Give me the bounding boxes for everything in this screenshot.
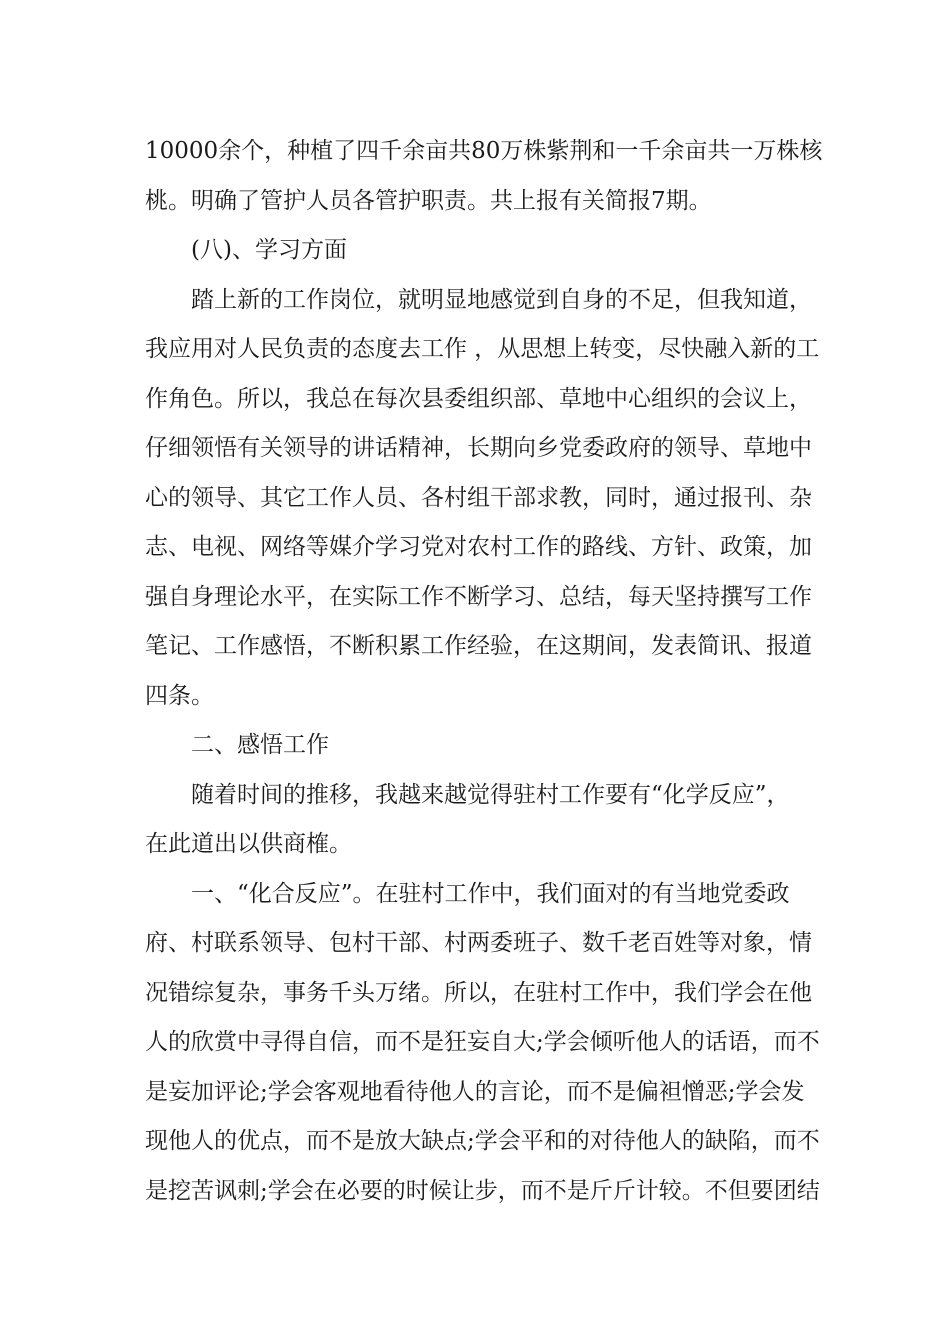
text-line: 人的欣赏中寻得自信，而不是狂妄自大;学会倾听他人的话语，而不 <box>145 1029 820 1055</box>
text-line: 我应用对人民负责的态度去工作 ，从思想上转变，尽快融入新的工 <box>145 336 820 362</box>
text-line: 桃。明确了管护人员各管护职责。共上报有关简报7期。 <box>145 187 712 214</box>
text-line: 仔细领悟有关领导的讲话精神，长期向乡党委政府的领导、草地中 <box>145 435 812 461</box>
text-line: 一、“化合反应”。在驻村工作中，我们面对的有当地党委政 <box>191 880 790 907</box>
text-line: 心的领导、其它工作人员、各村组干部求教，同时，通过报刊、杂 <box>145 484 812 511</box>
text-line: 府、村联系领导、包村干部、村两委班子、数千老百姓等对象，情 <box>145 930 812 956</box>
section-heading: (八)、学习方面 <box>191 237 347 263</box>
text-line: 在此道出以供商榷。 <box>145 831 352 857</box>
text-line: 踏上新的工作岗位，就明显地感觉到自身的不足，但我知道， <box>191 286 812 313</box>
text-line: 10000余个，种植了四千余亩共80万株紫荆和一千余亩共一万株核 <box>145 138 823 164</box>
text-line: 四条。 <box>145 682 214 709</box>
text-line: 况错综复杂，事务千头万绪。所以，在驻村工作中，我们学会在他 <box>145 979 812 1006</box>
text-line: 是挖苦讽刺;学会在必要的时候让步，而不是斤斤计较。不但要团结 <box>145 1177 820 1204</box>
section-heading: 二、感悟工作 <box>191 732 329 758</box>
text-line: 现他人的优点，而不是放大缺点;学会平和的对待他人的缺陷，而不 <box>145 1128 820 1154</box>
text-line: 作角色。所以，我总在每次县委组织部、草地中心组织的会议上， <box>145 385 812 412</box>
text-line: 笔记、工作感悟，不断积累工作经验，在这期间，发表简讯、报道 <box>145 633 812 659</box>
text-line: 随着时间的推移，我越来越觉得驻村工作要有“化学反应”， <box>191 781 790 808</box>
text-line: 强自身理论水平，在实际工作不断学习、总结，每天坚持撰写工作 <box>145 583 812 610</box>
text-line: 志、电视、网络等媒介学习党对农村工作的路线、方针、政策，加 <box>145 534 812 560</box>
document-body <box>145 127 823 1216</box>
text-line: 是妄加评论;学会客观地看待他人的言论，而不是偏袒憎恶;学会发 <box>145 1078 805 1105</box>
